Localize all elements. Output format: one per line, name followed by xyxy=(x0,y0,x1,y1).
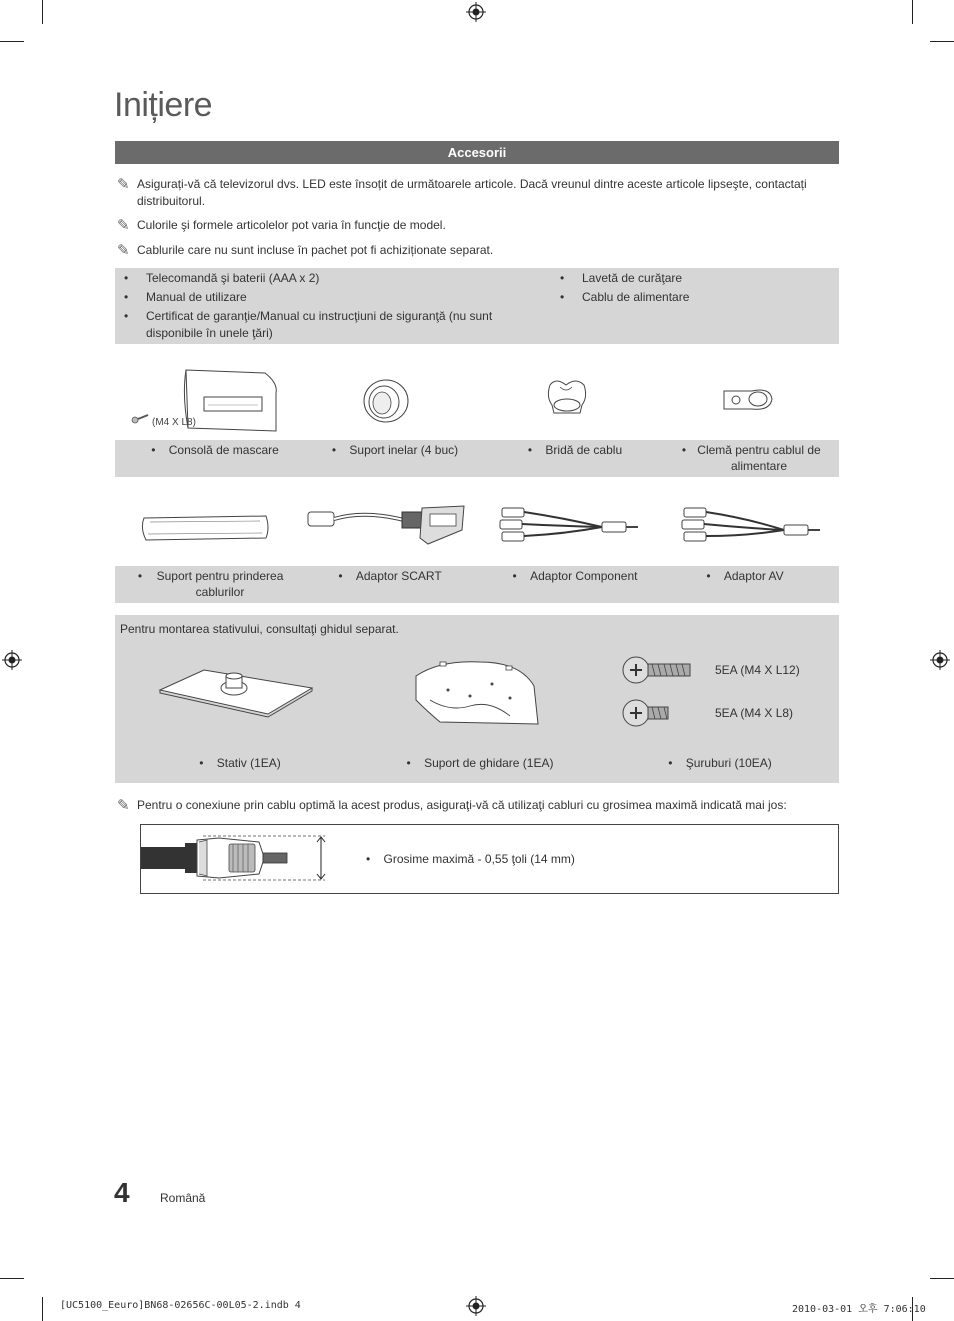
holder-ring-illustration xyxy=(360,376,412,424)
av-adapter-illustration xyxy=(676,500,822,550)
page-title: Inițiere xyxy=(114,86,213,124)
stand-intro: Pentru montarea stativului, consultaţi ghidul separat. xyxy=(120,622,399,636)
note xyxy=(117,217,817,234)
bullet-icon: • xyxy=(527,443,546,457)
bullet-icon: • xyxy=(331,443,350,457)
note-text: Cablurile care nu sunt incluse în pachet pot fi achiziționate separat. xyxy=(137,243,494,257)
crop-mark xyxy=(930,41,954,42)
bullet-icon: • xyxy=(338,569,356,583)
scart-adapter-illustration xyxy=(304,500,470,548)
note-text: Pentru o conexiune prin cablu optimă la acest produs, asiguraţi-vă că utilizaţi cabluri cu grosimea maximă indicată mai jos: xyxy=(137,798,787,812)
crop-mark xyxy=(0,1278,24,1279)
screw-long-icon xyxy=(622,653,694,687)
crop-mark xyxy=(912,0,913,24)
cable-plug-illustration xyxy=(141,830,331,884)
crop-mark xyxy=(42,1297,43,1321)
crop-mark xyxy=(930,1278,954,1279)
bullet-icon: • xyxy=(124,309,129,323)
pencil-note-icon: ✎ xyxy=(117,797,130,814)
note-text: Asigurați-vă că televizorul dvs. LED este însoțit de următoarele articole. Dacă vreunul dintre aceste articole lipseşte, contactați distribuitorul. xyxy=(137,177,807,208)
item-caption: • Clemă pentru cablul de alimentare xyxy=(676,442,826,474)
screw-short-label: 5EA (M4 X L8) xyxy=(715,706,794,720)
bullet-icon: • xyxy=(512,569,531,583)
item-caption: • Suport de ghidare (1EA) xyxy=(406,756,554,770)
item-caption: • Adaptor SCART xyxy=(338,569,442,583)
bullet-icon: • xyxy=(560,290,565,304)
power-cord-holder-illustration xyxy=(720,383,778,415)
list-item: • Lavetă de curăţare xyxy=(560,271,683,285)
cable-tie-illustration xyxy=(544,377,590,419)
print-file-info: [UC5100_Eeuro]BN68-02656C-00L05-2.indb 4 xyxy=(60,1300,301,1311)
list-item: • Manual de utilizare xyxy=(124,290,247,304)
registration-mark-icon xyxy=(930,650,950,670)
bullet-icon: • xyxy=(681,443,687,457)
bullet-icon: • xyxy=(366,852,384,866)
note xyxy=(117,176,817,210)
note-text: Culorile şi formele articolelor pot varia în funcţie de model. xyxy=(137,218,446,232)
bullet-icon: • xyxy=(151,443,169,457)
page-number: 4 xyxy=(114,1177,130,1208)
wall-mount-adapter-illustration xyxy=(140,512,272,542)
bullet-icon: • xyxy=(124,290,129,304)
pencil-note-icon: ✎ xyxy=(117,242,130,259)
bullet-icon: • xyxy=(124,271,129,285)
pencil-note-icon: ✎ xyxy=(117,176,130,193)
note xyxy=(117,797,837,814)
item-caption: • Stativ (1EA) xyxy=(199,756,281,770)
registration-mark-icon xyxy=(2,650,22,670)
component-adapter-illustration xyxy=(494,500,640,550)
list-item: • Telecomandă şi baterii (AAA x 2) xyxy=(124,271,320,285)
item-caption: • Bridă de cablu xyxy=(527,443,623,457)
list-item: • Cablu de alimentare xyxy=(560,290,690,304)
item-caption: • Şuruburi (10EA) xyxy=(668,756,772,770)
item-caption: • Suport pentru prinderea cablurilor xyxy=(132,568,292,600)
item-caption: • Consolă de mascare xyxy=(151,443,279,457)
section-header: Accesorii xyxy=(115,141,839,164)
note xyxy=(117,242,817,259)
screw-icon xyxy=(132,415,148,423)
bullet-icon: • xyxy=(137,569,143,583)
screw-long-label: 5EA (M4 X L12) xyxy=(715,663,800,677)
pencil-note-icon: ✎ xyxy=(117,217,130,234)
bullet-icon: • xyxy=(668,756,686,770)
item-caption: • Adaptor AV xyxy=(706,569,784,583)
print-date-info: 2010-03-01 오후 7:06:10 xyxy=(792,1304,926,1315)
guide-stand-illustration xyxy=(410,656,542,728)
registration-mark-icon xyxy=(466,1296,486,1316)
language-label: Română xyxy=(160,1191,206,1205)
bullet-icon: • xyxy=(199,756,217,770)
list-item: • Certificat de garanţie/Manual cu instrucţiuni de siguranţă (nu sunt disponibile în unele ţări) xyxy=(124,309,493,340)
crop-mark xyxy=(42,0,43,24)
cable-spec: • Grosime maximă - 0,55 ţoli (14 mm) xyxy=(366,852,575,866)
bullet-icon: • xyxy=(560,271,565,285)
item-caption: • Adaptor Component xyxy=(512,569,638,583)
stand-illustration xyxy=(156,664,316,720)
bullet-icon: • xyxy=(706,569,724,583)
screw-short-icon xyxy=(622,696,672,730)
crop-mark xyxy=(0,41,24,42)
screw-size-label: (M4 X L8) xyxy=(152,417,196,428)
item-caption: • Suport inelar (4 buc) xyxy=(331,443,459,457)
bullet-icon: • xyxy=(406,756,425,770)
registration-mark-icon xyxy=(466,2,486,22)
